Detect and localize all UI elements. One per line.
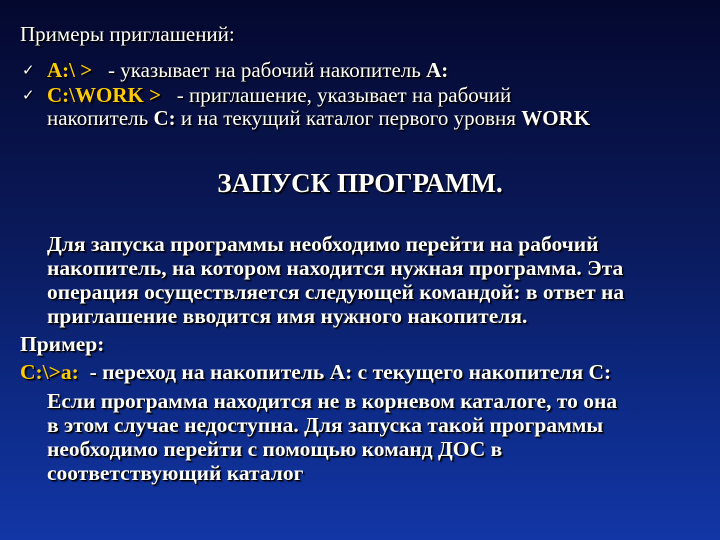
bullet-1-drive: A: — [426, 58, 449, 82]
paragraph-1-line: приглашение вводится имя нужного накопителя. — [47, 304, 528, 328]
paragraph-2-line: соответствующий каталог — [47, 461, 304, 485]
paragraph-1-line: операция осуществляется следующей командой: в ответ на — [47, 280, 625, 304]
example-text: - переход на накопитель А: с текущего накопителя С: — [84, 360, 612, 384]
bullet-2-text: - приглашение, указывает на рабочий — [171, 83, 512, 107]
example-line — [20, 360, 611, 384]
example-label: Пример: — [20, 332, 105, 356]
paragraph-2-line: Если программа находится не в корневом каталоге, то она — [47, 389, 618, 413]
bullet-2-line-2 — [47, 106, 590, 130]
section-heading: ЗАПУСК ПРОГРАММ. — [217, 168, 503, 198]
paragraph-2-line: в этом случае недоступна. Для запуска такой программы — [47, 413, 604, 437]
bullet-1-text: - указывает на рабочий накопитель — [102, 58, 427, 82]
bullet-2-line2-b: и на текущий каталог первого уровня — [175, 106, 522, 130]
bullet-2-code: C:\WORK > — [47, 83, 162, 107]
checkmark-icon: ✓ — [22, 86, 35, 104]
paragraph-1-line: Для запуска программы необходимо перейти на рабочий — [47, 232, 599, 256]
paragraph-1-line: накопитель, на котором находится нужная программа. Эта — [47, 256, 624, 280]
example-code: C:\>a: — [20, 360, 79, 384]
bullet-2-line2-drive: C: — [153, 106, 176, 130]
bullet-1 — [47, 58, 448, 82]
checkmark-icon: ✓ — [22, 61, 35, 79]
bullet-2-line2-work: WORK — [521, 106, 591, 130]
paragraph-2-line: необходимо перейти с помощью команд ДОС в — [47, 437, 503, 461]
intro-text: Примеры приглашений: — [20, 22, 235, 46]
bullet-2-line2-a: накопитель — [47, 106, 154, 130]
bullet-1-code: A:\ > — [47, 58, 93, 82]
bullet-2-line-1 — [47, 83, 511, 107]
